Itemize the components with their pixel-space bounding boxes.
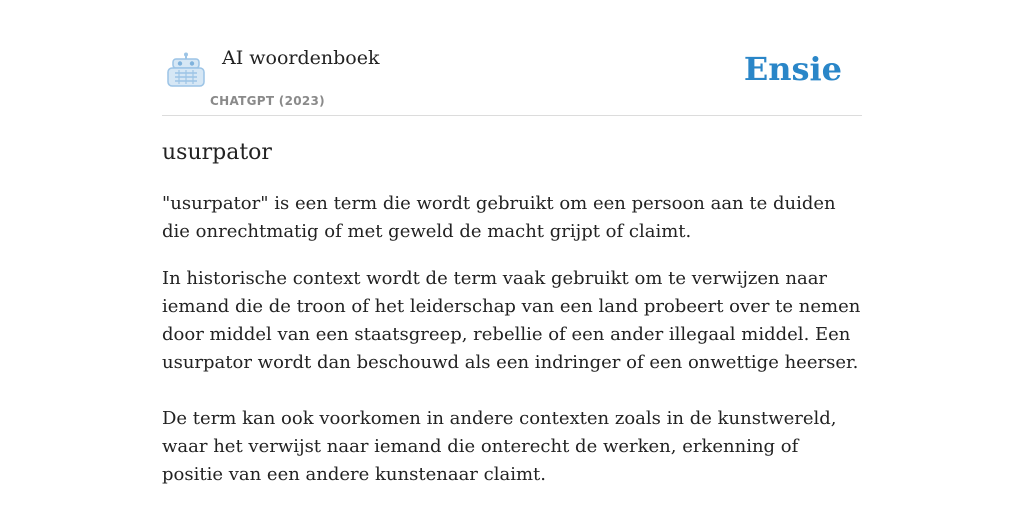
entry-card xyxy=(162,38,862,489)
definition-paragraph: De term kan ook voorkomen in andere contexten zoals in de kunstwereld, waar het verwijst naar iemand die onterecht de werken, erkenning of positie van een andere kunstenaar claimt. xyxy=(162,408,837,485)
entry-term: usurpator xyxy=(162,140,272,165)
definition-paragraph: In historische context wordt de term vaak gebruikt om te verwijzen naar iemand die de troon of het leiderschap van een land probeert over te nemen door middel van een staatsgreep, rebellie of een ander illegaal middel. Een usurpator wordt dan beschouwd als een indringer of een onwettige heerser. xyxy=(162,268,861,373)
brand-logo[interactable]: Ensie xyxy=(743,50,842,88)
entry-definition xyxy=(162,190,862,489)
entry-header xyxy=(162,38,862,116)
source-subtitle: CHATGPT (2023) xyxy=(210,94,325,108)
source-name[interactable]: AI woordenboek xyxy=(222,47,380,69)
robot-icon xyxy=(166,52,206,88)
definition-paragraph: "usurpator" is een term die wordt gebruikt om een persoon aan te duiden die onrechtmatig of met geweld de macht grijpt of claimt. xyxy=(162,193,836,242)
